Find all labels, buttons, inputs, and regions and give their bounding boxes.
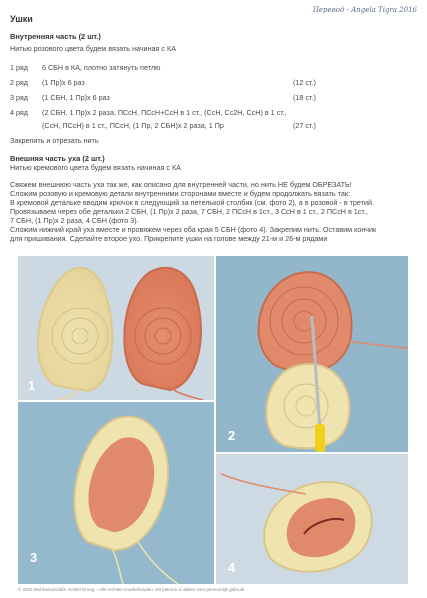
instruction-line: 7 СБН, (1 Пр)х 2 раза, 4 СБН (фото 3). [10, 216, 139, 225]
instruction-line: для пришивания. Сделайте второе ухо. Прикрепите ушки на голове между 21-м и 26-м рядами [10, 234, 328, 243]
outer-part-heading: Внешняя часть уха (2 шт.) [10, 154, 105, 163]
inner-part-intro: Нитью розового цвета будем вязать начиная с КА [10, 44, 177, 53]
outer-part-intro: Нитью кремового цвета будем вязать начиная с КА [10, 163, 181, 172]
photo-1-number: 1 [28, 378, 36, 393]
photo-1-image [18, 256, 214, 400]
instruction-line: Сложим розовую и кремовую детали внутренними сторонами вместе и будем продолжать вязать так: [10, 189, 351, 198]
row-3-label: 3 ряд [10, 93, 28, 102]
translator-signature: Перевод - Angela Tigra 2016 [312, 6, 417, 14]
instruction-line: В кремовой детальке вводим крючок в следующий за петелькой столбик (см. фото 2), а в розовой - в третий. [10, 198, 375, 207]
row-3-count: (18 ст.) [293, 93, 316, 102]
photo-4-image [216, 454, 408, 584]
photo-2-number: 2 [228, 428, 236, 443]
row-4-count: (27 ст.) [293, 121, 316, 130]
row-4-continued-text: (СсН, ПСсН) в 1 ст., ПСсН, (1 Пр, 2 СБН)х 2 раза, 1 Пр [42, 121, 224, 130]
instruction-line: Сложим нижний край уха вместе и провяжем через оба края 5 СБН (фото 4). Закрепим нить. Оставим кончик [10, 225, 377, 234]
copyright-footer: © 2016 MohhamaCrafts. Kristel Droog – Alle rechten voorbehouden. Dit patroon is alleen voor persoonlijk gebruik. [18, 587, 246, 592]
photo-3-image [18, 402, 214, 584]
instruction-line: Свяжем внешнюю часть уха так же, как описано для внутренней части, но нить НЕ будем ОБРЕЗАТЬ! [10, 180, 352, 189]
row-4-label: 4 ряд [10, 108, 28, 117]
row-1-text: 6 СБН в КА, плотно затянуть петлю [42, 63, 161, 72]
row-2-label: 2 ряд [10, 78, 28, 87]
outer-part-instructions [10, 180, 420, 243]
row-1-label: 1 ряд [10, 63, 28, 72]
photo-1 [18, 256, 214, 400]
photo-2-image [216, 256, 408, 452]
row-2-count: (12 ст.) [293, 78, 316, 87]
photo-2 [216, 256, 408, 452]
photo-3 [18, 402, 214, 584]
row-2-text: (1 Пр)х 6 раз [42, 78, 85, 87]
photo-4 [216, 454, 408, 584]
photo-3-number: 3 [30, 550, 38, 565]
inner-part-heading: Внутренняя часть (2 шт.) [10, 32, 101, 41]
row-3-text: (1 СБН, 1 Пр)х 6 раз [42, 93, 110, 102]
page-title: Ушки [10, 14, 33, 24]
instruction-line: Провязываем через обе детальки 2 СБН, (1 Пр)х 2 раза, 7 СБН, 2 ПСсН в 1ст., 3 СсН в 1 ст., 2 ПСсН в 1ст., [10, 207, 368, 216]
row-4-text: (2 СБН, 1 Пр)х 2 раза, ПСсН, ПСсН+СсН в 1 ст., (СсН, Сс2Н, СсН) в 1 ст., [42, 108, 287, 117]
fasten-off-note: Закрепить и отрезать нить [10, 136, 99, 145]
photo-collage [18, 256, 408, 584]
photo-4-number: 4 [228, 560, 236, 575]
